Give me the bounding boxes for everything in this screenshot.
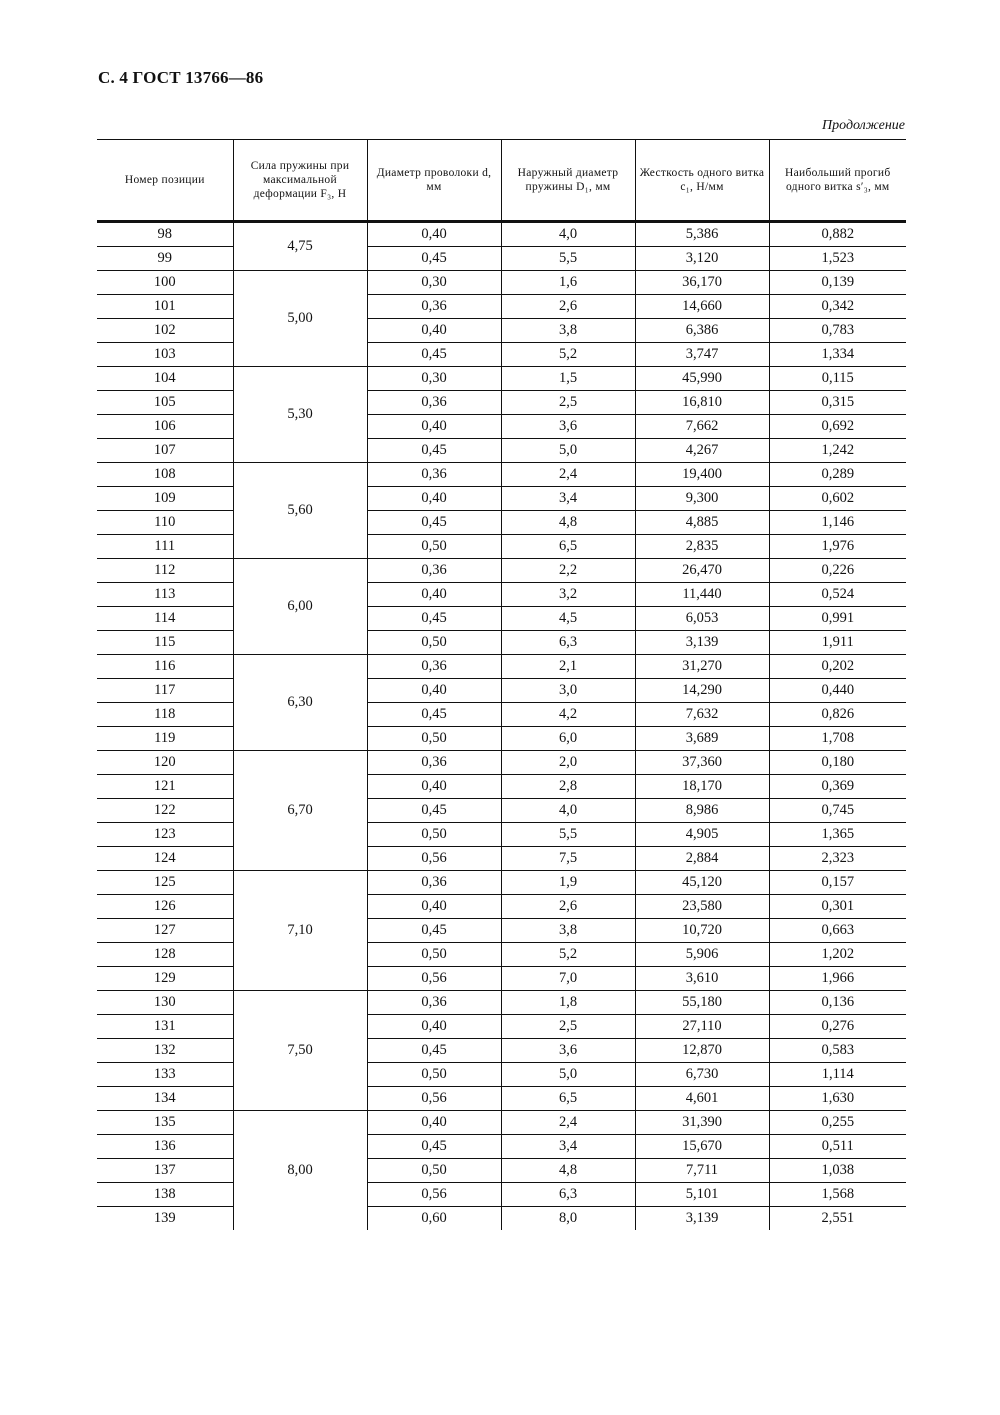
- outer-diameter-cell: 4,0: [501, 799, 635, 823]
- position-cell: 105: [97, 391, 233, 415]
- deflection-cell: 0,745: [769, 799, 906, 823]
- stiffness-cell: 16,810: [635, 391, 769, 415]
- stiffness-cell: 12,870: [635, 1039, 769, 1063]
- stiffness-cell: 8,986: [635, 799, 769, 823]
- stiffness-cell: 2,835: [635, 535, 769, 559]
- force-cell: 6,00: [233, 559, 367, 655]
- page-header: С. 4 ГОСТ 13766—86: [98, 68, 264, 87]
- wire-diameter-cell: 0,45: [367, 1135, 501, 1159]
- stiffness-cell: 3,610: [635, 967, 769, 991]
- wire-diameter-cell: 0,45: [367, 919, 501, 943]
- outer-diameter-cell: 3,8: [501, 319, 635, 343]
- stiffness-cell: 6,730: [635, 1063, 769, 1087]
- position-cell: 127: [97, 919, 233, 943]
- table-row: [97, 847, 906, 871]
- outer-diameter-cell: 4,0: [501, 222, 635, 247]
- table-row: [97, 415, 906, 439]
- force-cell: 8,00: [233, 1111, 367, 1231]
- position-cell: 111: [97, 535, 233, 559]
- deflection-cell: 0,524: [769, 583, 906, 607]
- wire-diameter-cell: 0,40: [367, 679, 501, 703]
- outer-diameter-cell: 2,5: [501, 1015, 635, 1039]
- outer-diameter-cell: 5,2: [501, 943, 635, 967]
- stiffness-cell: 3,747: [635, 343, 769, 367]
- outer-diameter-cell: 2,1: [501, 655, 635, 679]
- deflection-cell: 0,511: [769, 1135, 906, 1159]
- wire-diameter-cell: 0,40: [367, 415, 501, 439]
- position-cell: 129: [97, 967, 233, 991]
- deflection-cell: 1,568: [769, 1183, 906, 1207]
- outer-diameter-cell: 5,2: [501, 343, 635, 367]
- position-cell: 138: [97, 1183, 233, 1207]
- wire-diameter-cell: 0,56: [367, 1087, 501, 1111]
- deflection-cell: 1,966: [769, 967, 906, 991]
- deflection-cell: 0,692: [769, 415, 906, 439]
- position-cell: 122: [97, 799, 233, 823]
- wire-diameter-cell: 0,50: [367, 727, 501, 751]
- deflection-cell: 2,323: [769, 847, 906, 871]
- deflection-cell: 0,136: [769, 991, 906, 1015]
- spring-table: [97, 139, 906, 1230]
- deflection-cell: 0,602: [769, 487, 906, 511]
- stiffness-cell: 14,660: [635, 295, 769, 319]
- table-header-row: [97, 140, 906, 222]
- position-cell: 128: [97, 943, 233, 967]
- position-cell: 116: [97, 655, 233, 679]
- wire-diameter-cell: 0,45: [367, 607, 501, 631]
- deflection-cell: 0,440: [769, 679, 906, 703]
- column-header-wire-diameter: Диаметр проволоки d, мм: [367, 140, 501, 222]
- position-cell: 104: [97, 367, 233, 391]
- deflection-cell: 0,202: [769, 655, 906, 679]
- outer-diameter-cell: 4,8: [501, 511, 635, 535]
- wire-diameter-cell: 0,50: [367, 631, 501, 655]
- wire-diameter-cell: 0,40: [367, 895, 501, 919]
- wire-diameter-cell: 0,45: [367, 799, 501, 823]
- deflection-cell: 0,369: [769, 775, 906, 799]
- wire-diameter-cell: 0,50: [367, 1159, 501, 1183]
- outer-diameter-cell: 2,2: [501, 559, 635, 583]
- stiffness-cell: 19,400: [635, 463, 769, 487]
- outer-diameter-cell: 1,6: [501, 271, 635, 295]
- table-row: [97, 1111, 906, 1135]
- table-row: [97, 703, 906, 727]
- outer-diameter-cell: 8,0: [501, 1207, 635, 1231]
- table-row: [97, 271, 906, 295]
- deflection-cell: 0,255: [769, 1111, 906, 1135]
- table-row: [97, 511, 906, 535]
- stiffness-cell: 3,689: [635, 727, 769, 751]
- stiffness-cell: 4,267: [635, 439, 769, 463]
- position-cell: 125: [97, 871, 233, 895]
- outer-diameter-cell: 2,8: [501, 775, 635, 799]
- table-row: [97, 775, 906, 799]
- stiffness-cell: 9,300: [635, 487, 769, 511]
- outer-diameter-cell: 3,8: [501, 919, 635, 943]
- table-row: [97, 751, 906, 775]
- wire-diameter-cell: 0,40: [367, 222, 501, 247]
- force-cell: 5,00: [233, 271, 367, 367]
- column-header-deflection: Наибольший прогиб одного витка s′₃, мм: [769, 140, 906, 222]
- position-cell: 113: [97, 583, 233, 607]
- stiffness-cell: 7,632: [635, 703, 769, 727]
- stiffness-cell: 45,120: [635, 871, 769, 895]
- outer-diameter-cell: 2,4: [501, 1111, 635, 1135]
- wire-diameter-cell: 0,40: [367, 1111, 501, 1135]
- stiffness-cell: 3,139: [635, 1207, 769, 1231]
- position-cell: 114: [97, 607, 233, 631]
- deflection-cell: 0,115: [769, 367, 906, 391]
- stiffness-cell: 11,440: [635, 583, 769, 607]
- position-cell: 137: [97, 1159, 233, 1183]
- wire-diameter-cell: 0,50: [367, 1063, 501, 1087]
- outer-diameter-cell: 2,6: [501, 895, 635, 919]
- wire-diameter-cell: 0,45: [367, 1039, 501, 1063]
- table-row: [97, 439, 906, 463]
- wire-diameter-cell: 0,56: [367, 967, 501, 991]
- wire-diameter-cell: 0,45: [367, 703, 501, 727]
- position-cell: 123: [97, 823, 233, 847]
- table-row: [97, 607, 906, 631]
- wire-diameter-cell: 0,36: [367, 991, 501, 1015]
- deflection-cell: 1,334: [769, 343, 906, 367]
- wire-diameter-cell: 0,45: [367, 343, 501, 367]
- table-row: [97, 319, 906, 343]
- position-cell: 134: [97, 1087, 233, 1111]
- force-cell: 5,30: [233, 367, 367, 463]
- deflection-cell: 1,911: [769, 631, 906, 655]
- outer-diameter-cell: 4,8: [501, 1159, 635, 1183]
- position-cell: 100: [97, 271, 233, 295]
- stiffness-cell: 26,470: [635, 559, 769, 583]
- outer-diameter-cell: 2,0: [501, 751, 635, 775]
- position-cell: 107: [97, 439, 233, 463]
- wire-diameter-cell: 0,40: [367, 775, 501, 799]
- position-cell: 131: [97, 1015, 233, 1039]
- outer-diameter-cell: 2,6: [501, 295, 635, 319]
- outer-diameter-cell: 4,5: [501, 607, 635, 631]
- wire-diameter-cell: 0,30: [367, 367, 501, 391]
- column-header-force: Сила пружины при максимальной деформации F₃, Н: [233, 140, 367, 222]
- deflection-cell: 1,523: [769, 247, 906, 271]
- deflection-cell: 0,663: [769, 919, 906, 943]
- deflection-cell: 1,708: [769, 727, 906, 751]
- table-row: [97, 943, 906, 967]
- stiffness-cell: 36,170: [635, 271, 769, 295]
- deflection-cell: 0,157: [769, 871, 906, 895]
- stiffness-cell: 6,386: [635, 319, 769, 343]
- wire-diameter-cell: 0,60: [367, 1207, 501, 1231]
- stiffness-cell: 14,290: [635, 679, 769, 703]
- table-row: [97, 583, 906, 607]
- position-cell: 101: [97, 295, 233, 319]
- table-row: [97, 1087, 906, 1111]
- deflection-cell: 0,991: [769, 607, 906, 631]
- outer-diameter-cell: 3,0: [501, 679, 635, 703]
- deflection-cell: 0,882: [769, 222, 906, 247]
- deflection-cell: 2,551: [769, 1207, 906, 1231]
- outer-diameter-cell: 3,6: [501, 415, 635, 439]
- stiffness-cell: 37,360: [635, 751, 769, 775]
- table-row: [97, 1159, 906, 1183]
- deflection-cell: 1,365: [769, 823, 906, 847]
- stiffness-cell: 2,884: [635, 847, 769, 871]
- table-row: [97, 535, 906, 559]
- deflection-cell: 0,301: [769, 895, 906, 919]
- table-row: [97, 343, 906, 367]
- position-cell: 126: [97, 895, 233, 919]
- force-cell: 7,10: [233, 871, 367, 991]
- position-cell: 120: [97, 751, 233, 775]
- position-cell: 110: [97, 511, 233, 535]
- deflection-cell: 0,289: [769, 463, 906, 487]
- wire-diameter-cell: 0,36: [367, 463, 501, 487]
- stiffness-cell: 4,601: [635, 1087, 769, 1111]
- outer-diameter-cell: 6,5: [501, 535, 635, 559]
- wire-diameter-cell: 0,40: [367, 1015, 501, 1039]
- position-cell: 115: [97, 631, 233, 655]
- stiffness-cell: 5,101: [635, 1183, 769, 1207]
- deflection-cell: 0,180: [769, 751, 906, 775]
- force-cell: 6,30: [233, 655, 367, 751]
- table-row: [97, 655, 906, 679]
- wire-diameter-cell: 0,40: [367, 319, 501, 343]
- wire-diameter-cell: 0,40: [367, 583, 501, 607]
- outer-diameter-cell: 6,3: [501, 631, 635, 655]
- stiffness-cell: 4,885: [635, 511, 769, 535]
- table-row: [97, 295, 906, 319]
- table-row: [97, 1135, 906, 1159]
- wire-diameter-cell: 0,56: [367, 847, 501, 871]
- wire-diameter-cell: 0,36: [367, 871, 501, 895]
- deflection-cell: 1,976: [769, 535, 906, 559]
- outer-diameter-cell: 3,4: [501, 487, 635, 511]
- stiffness-cell: 5,906: [635, 943, 769, 967]
- outer-diameter-cell: 2,4: [501, 463, 635, 487]
- table-row: [97, 367, 906, 391]
- stiffness-cell: 4,905: [635, 823, 769, 847]
- stiffness-cell: 5,386: [635, 222, 769, 247]
- stiffness-cell: 31,390: [635, 1111, 769, 1135]
- deflection-cell: 0,276: [769, 1015, 906, 1039]
- position-cell: 133: [97, 1063, 233, 1087]
- outer-diameter-cell: 6,0: [501, 727, 635, 751]
- force-cell: 7,50: [233, 991, 367, 1111]
- table-row: [97, 823, 906, 847]
- position-cell: 124: [97, 847, 233, 871]
- table-row: [97, 487, 906, 511]
- wire-diameter-cell: 0,36: [367, 751, 501, 775]
- column-header-stiffness: Жесткость одного витка c₁, Н/мм: [635, 140, 769, 222]
- position-cell: 132: [97, 1039, 233, 1063]
- stiffness-cell: 15,670: [635, 1135, 769, 1159]
- outer-diameter-cell: 1,8: [501, 991, 635, 1015]
- deflection-cell: 1,202: [769, 943, 906, 967]
- deflection-cell: 0,826: [769, 703, 906, 727]
- wire-diameter-cell: 0,36: [367, 655, 501, 679]
- stiffness-cell: 3,139: [635, 631, 769, 655]
- wire-diameter-cell: 0,36: [367, 391, 501, 415]
- stiffness-cell: 10,720: [635, 919, 769, 943]
- wire-diameter-cell: 0,36: [367, 295, 501, 319]
- outer-diameter-cell: 2,5: [501, 391, 635, 415]
- position-cell: 109: [97, 487, 233, 511]
- position-cell: 103: [97, 343, 233, 367]
- outer-diameter-cell: 1,5: [501, 367, 635, 391]
- stiffness-cell: 45,990: [635, 367, 769, 391]
- position-cell: 118: [97, 703, 233, 727]
- wire-diameter-cell: 0,56: [367, 1183, 501, 1207]
- wire-diameter-cell: 0,36: [367, 559, 501, 583]
- deflection-cell: 0,583: [769, 1039, 906, 1063]
- outer-diameter-cell: 3,6: [501, 1039, 635, 1063]
- deflection-cell: 0,139: [769, 271, 906, 295]
- position-cell: 121: [97, 775, 233, 799]
- outer-diameter-cell: 6,5: [501, 1087, 635, 1111]
- stiffness-cell: 3,120: [635, 247, 769, 271]
- stiffness-cell: 27,110: [635, 1015, 769, 1039]
- stiffness-cell: 7,711: [635, 1159, 769, 1183]
- deflection-cell: 1,146: [769, 511, 906, 535]
- table-row: [97, 991, 906, 1015]
- table-row: [97, 1015, 906, 1039]
- deflection-cell: 0,226: [769, 559, 906, 583]
- deflection-cell: 1,630: [769, 1087, 906, 1111]
- deflection-cell: 1,038: [769, 1159, 906, 1183]
- outer-diameter-cell: 1,9: [501, 871, 635, 895]
- table-row: [97, 247, 906, 271]
- deflection-cell: 1,114: [769, 1063, 906, 1087]
- table-row: [97, 967, 906, 991]
- force-cell: 5,60: [233, 463, 367, 559]
- table-row: [97, 222, 906, 247]
- table-row: [97, 799, 906, 823]
- position-cell: 117: [97, 679, 233, 703]
- table-row: [97, 679, 906, 703]
- position-cell: 112: [97, 559, 233, 583]
- outer-diameter-cell: 4,2: [501, 703, 635, 727]
- table-row: [97, 463, 906, 487]
- stiffness-cell: 31,270: [635, 655, 769, 679]
- position-cell: 130: [97, 991, 233, 1015]
- deflection-cell: 1,242: [769, 439, 906, 463]
- table-row: [97, 1063, 906, 1087]
- position-cell: 136: [97, 1135, 233, 1159]
- stiffness-cell: 7,662: [635, 415, 769, 439]
- table-row: [97, 919, 906, 943]
- table-row: [97, 871, 906, 895]
- wire-diameter-cell: 0,45: [367, 247, 501, 271]
- outer-diameter-cell: 5,5: [501, 823, 635, 847]
- table-row: [97, 895, 906, 919]
- outer-diameter-cell: 5,0: [501, 1063, 635, 1087]
- wire-diameter-cell: 0,50: [367, 535, 501, 559]
- position-cell: 98: [97, 222, 233, 247]
- stiffness-cell: 6,053: [635, 607, 769, 631]
- deflection-cell: 0,783: [769, 319, 906, 343]
- wire-diameter-cell: 0,30: [367, 271, 501, 295]
- table-row: [97, 727, 906, 751]
- wire-diameter-cell: 0,50: [367, 943, 501, 967]
- wire-diameter-cell: 0,45: [367, 439, 501, 463]
- table-row: [97, 1183, 906, 1207]
- stiffness-cell: 55,180: [635, 991, 769, 1015]
- stiffness-cell: 18,170: [635, 775, 769, 799]
- position-cell: 139: [153, 1210, 176, 1226]
- wire-diameter-cell: 0,45: [367, 511, 501, 535]
- column-header-position: Номер позиции: [97, 140, 233, 222]
- deflection-cell: 0,315: [769, 391, 906, 415]
- force-cell: 4,75: [233, 222, 367, 271]
- outer-diameter-cell: 3,4: [501, 1135, 635, 1159]
- table-row: [97, 1207, 906, 1231]
- table-body: [97, 222, 906, 1231]
- outer-diameter-cell: 6,3: [501, 1183, 635, 1207]
- table-row: [97, 559, 906, 583]
- position-cell: 102: [97, 319, 233, 343]
- outer-diameter-cell: 7,5: [501, 847, 635, 871]
- position-cell: 135: [97, 1111, 233, 1135]
- continuation-label: Продолжение: [822, 118, 905, 133]
- deflection-cell: 0,342: [769, 295, 906, 319]
- position-cell: 99: [97, 247, 233, 271]
- stiffness-cell: 23,580: [635, 895, 769, 919]
- table-row: [97, 631, 906, 655]
- outer-diameter-cell: 5,5: [501, 247, 635, 271]
- wire-diameter-cell: 0,40: [367, 487, 501, 511]
- outer-diameter-cell: 7,0: [501, 967, 635, 991]
- table-row: [97, 1039, 906, 1063]
- force-cell: 6,70: [233, 751, 367, 871]
- position-cell: 119: [97, 727, 233, 751]
- table-row: [97, 391, 906, 415]
- column-header-outer-diameter: Наружный диаметр пружины D₁, мм: [501, 140, 635, 222]
- outer-diameter-cell: 3,2: [501, 583, 635, 607]
- outer-diameter-cell: 5,0: [501, 439, 635, 463]
- position-cell: 106: [97, 415, 233, 439]
- wire-diameter-cell: 0,50: [367, 823, 501, 847]
- position-cell: 108: [97, 463, 233, 487]
